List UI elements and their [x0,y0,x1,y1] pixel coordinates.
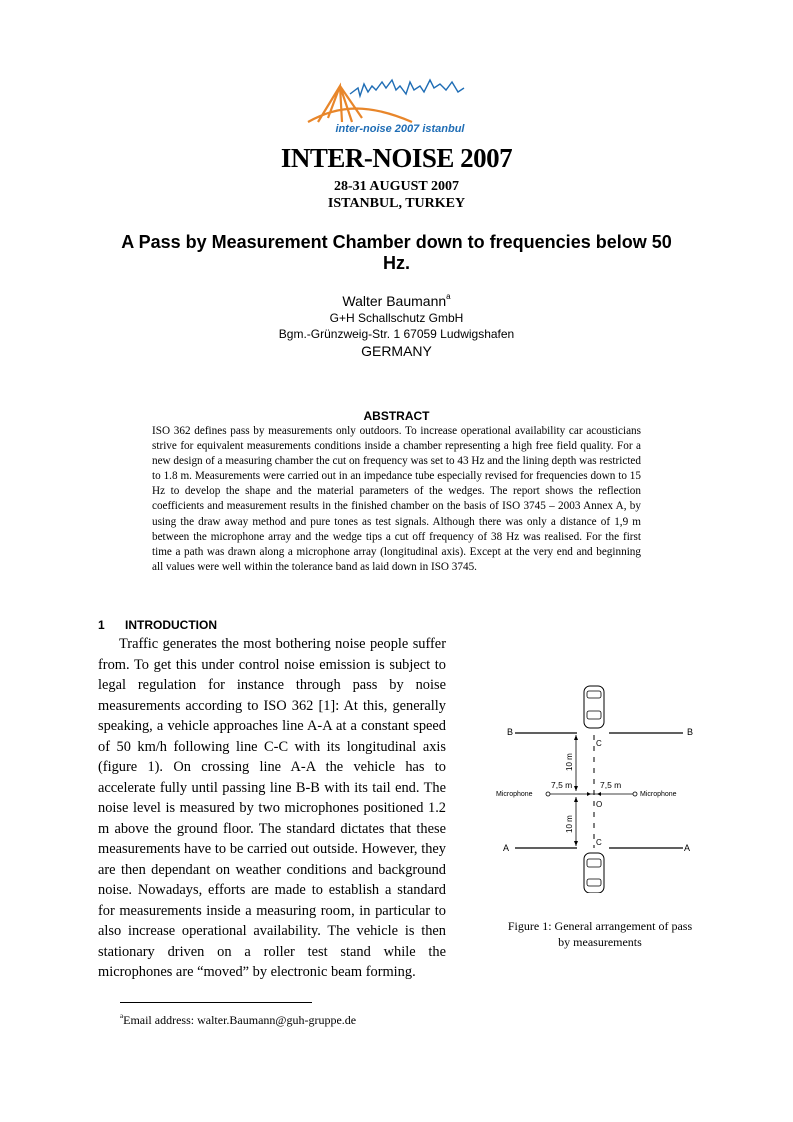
label-mic-right: Microphone [640,791,677,798]
figure-caption-line-1: Figure 1: General arrangement of pass [507,919,693,933]
skyline-icon [350,80,464,96]
figure-caption [486,918,714,950]
section-number: 1 [98,618,105,632]
author-company: G+H Schallschutz GmbH [329,311,464,325]
label-b-right: B [687,727,694,737]
conference-logo [300,66,500,136]
figure-1 [495,683,705,893]
car-top-icon [584,686,604,728]
label-o: O [596,800,603,809]
author-footnote-mark: a [446,292,451,301]
introduction-text [98,634,446,983]
label-c-top: C [596,739,602,748]
microphone-right-icon [633,792,637,796]
label-a-left: A [503,843,510,853]
abstract-heading: ABSTRACT [363,409,430,423]
label-dist-upper: 10 m [565,753,574,771]
label-b-left: B [507,727,514,737]
footnote [120,1012,356,1028]
label-mic-left: Microphone [496,791,533,798]
label-dist-lower: 10 m [565,815,574,833]
abstract-text: ISO 362 defines pass by measurements only outdoors. To increase operational availability car acousticians strive for equivalent measurements conditions inside a chamber representing a high free field quality. For a new design of a measuring chamber the cut on frequency was set to 43 Hz and the lining depth was restricted to 1.8 m. Measurements were carried out in an impedance tube especially revised for frequencies down to 15 Hz to develop the shape and the material parameters of the wedges. The report shows the reflection coefficients and measurement results in the finished chamber on the basis of ISO 3745 – 2003 Annex A, by using the draw away method and pure tones as test signals. Although there was only a distance of 1,9 m between the microphone array and the wedge tips a cut off frequency of 38 Hz was realised. For the first time a path was drawn along a microphone array (longitudinal axis). Except at the very end and beginning all values were well within the tolerance band as laid down in ISO 3745. [152,425,641,573]
author-name: Walter Baumann [342,293,447,309]
author-address: Bgm.-Grünzweig-Str. 1 67059 Ludwigshafen [278,327,515,341]
logo-text: inter-noise 2007 istanbul [335,123,465,135]
footnote-text: Email address: walter.Baumann@guh-gruppe.de [123,1013,357,1027]
conference-date: 28-31 AUGUST 2007 [334,179,459,194]
bridge-icon [308,86,412,122]
author [0,292,793,309]
footnote-rule [120,1002,312,1003]
label-a-right: A [684,843,691,853]
car-bottom-icon [584,853,604,893]
conference-place: ISTANBUL, TURKEY [327,196,466,211]
footnote-mark: a [120,1012,124,1020]
figure-caption-line-2: by measurements [558,935,642,949]
paper-title: A Pass by Measurement Chamber down to frequencies below 50 Hz. [121,232,672,273]
microphone-left-icon [546,792,550,796]
label-dist-left: 7,5 m [551,780,573,790]
introduction-paragraph: Traffic generates the most bothering noise people suffer from. To get this under control noise emission is subject to legal regulation for instance through pass by noise measurements according to ISO 362 [1]: At this, generally speaking, a vehicle approaches line A-A at a constant speed of 50 km/h following line C-C with its longitudinal axis (figure 1). On crossing line A-A the vehicle has to accelerate fully until passing line B-B with its tail end. The noise level is measured by two microphones positioned 1.2 m above the ground floor. The standard dictates that these measurements have to be carried out outside. However, they are then dependant on weather conditions and background noise. Nowadays, efforts are made to establish a standard for measurements inside a measuring room, in particular to also increase operational availability. The vehicle is then stationary driven on a roller test stand while the microphones are “moved” by electronic beam forming. [98,636,446,980]
conference-title: INTER-NOISE 2007 [280,143,513,173]
author-country: GERMANY [361,343,432,359]
section-title: INTRODUCTION [125,618,217,632]
label-c-bottom: C [596,838,602,847]
label-dist-right: 7,5 m [600,780,622,790]
